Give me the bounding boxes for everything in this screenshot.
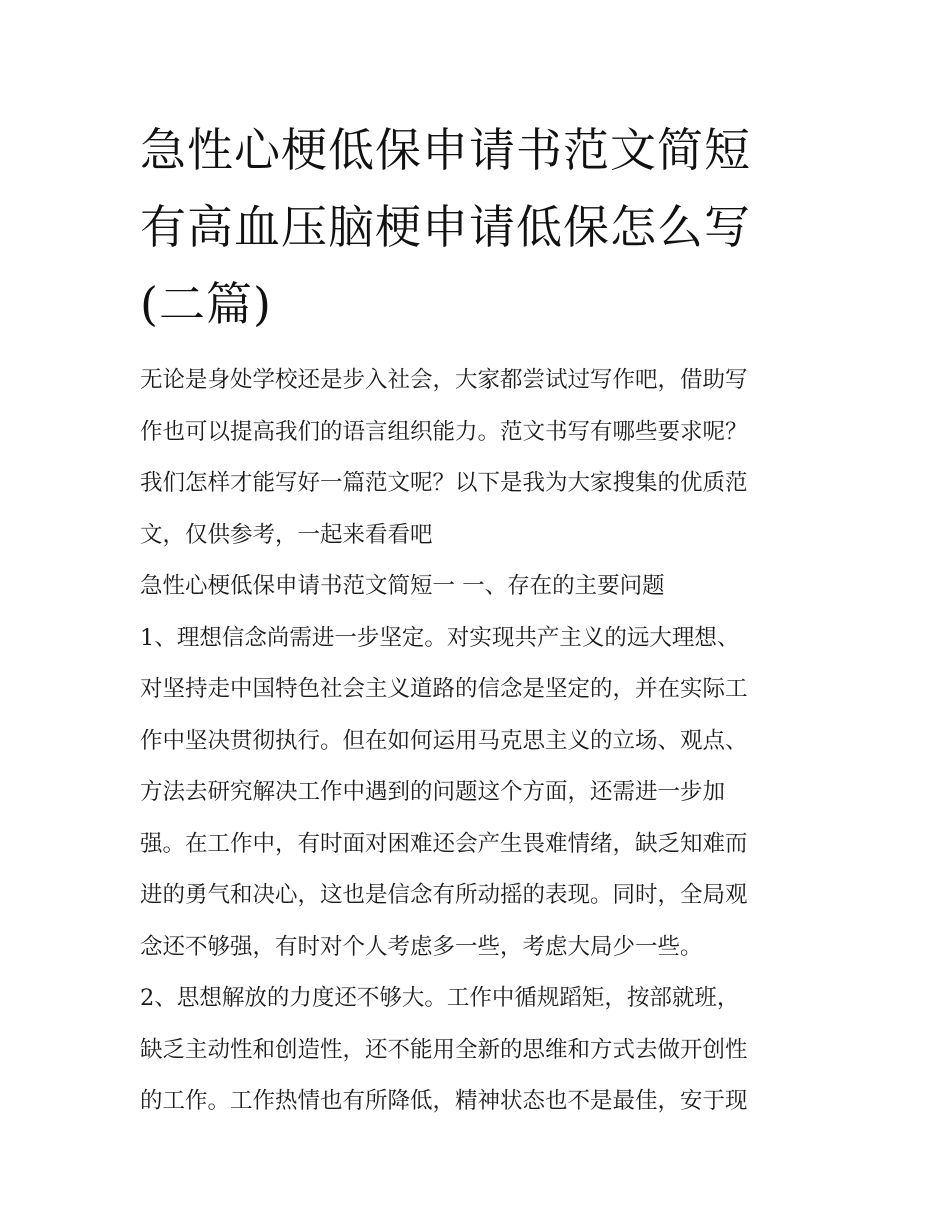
body-line: 缺乏主动性和创造性，还不能用全新的思维和方式去做开创性 (140, 1036, 748, 1063)
section-heading: 急性心梗低保申请书范文简短一 一、存在的主要问题 (140, 573, 665, 599)
intro-line: 无论是身处学校还是步入社会，大家都尝试过写作吧，借助写 (140, 367, 748, 393)
body-line: 作中坚决贯彻执行。但在如何运用马克思主义的立场、观点、 (140, 727, 748, 754)
body-line: 对坚持走中国特色社会主义道路的信念是坚定的，并在实际工 (140, 676, 748, 702)
title-line: 有高血压脑梗申请低保怎么写 (140, 200, 751, 254)
intro-line: 我们怎样才能写好一篇范文呢？以下是我为大家搜集的优质范 (140, 470, 748, 496)
body-line: 方法去研究解决工作中遇到的问题这个方面，还需进一步加 (140, 779, 726, 805)
intro-line: 文，仅供参考，一起来看看吧 (140, 521, 433, 548)
body-line: 的工作。工作热情也有所降低，精神状态也不是最佳，安于现 (140, 1088, 748, 1114)
title-line: (二篇) (140, 277, 272, 331)
body-line: 1、理想信念尚需进一步坚定。对实现共产主义的远大理想、 (140, 624, 740, 651)
title-line: 急性心梗低保申请书范文简短 (140, 123, 751, 177)
body-line: 进的勇气和决心，这也是信念有所动摇的表现。同时，全局观 (140, 882, 748, 908)
body-line: 念还不够强，有时对个人考虑多一些，考虑大局少一些。 (140, 933, 703, 960)
body-line: 强。在工作中，有时面对困难还会产生畏难情绪，缺乏知难而 (140, 830, 748, 857)
body-line: 2、思想解放的力度还不够大。工作中循规蹈矩，按部就班， (140, 985, 740, 1011)
intro-line: 作也可以提高我们的语言组织能力。范文书写有哪些要求呢？ (140, 418, 748, 445)
document-title (140, 112, 820, 343)
document-body (140, 355, 830, 1128)
